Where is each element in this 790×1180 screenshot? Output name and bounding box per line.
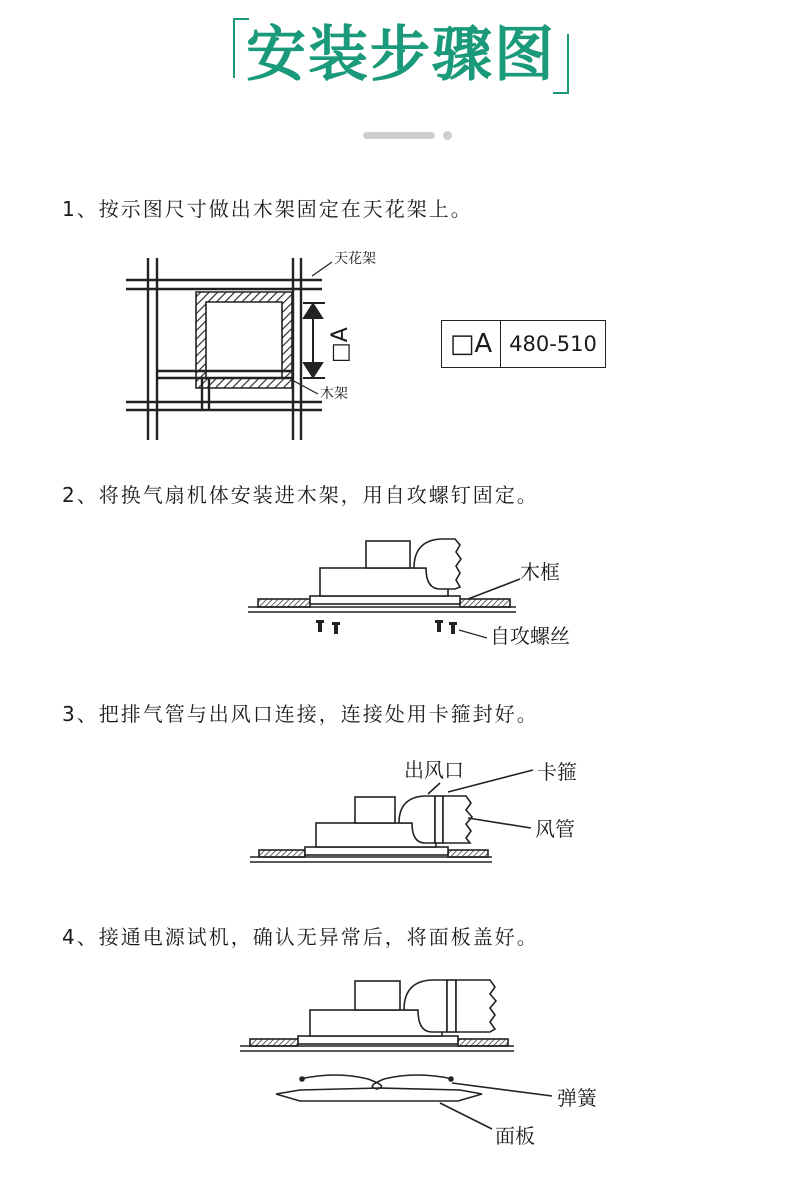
- step-4-text: 4、接通电源试机，确认无异常后，将面板盖好。: [62, 925, 539, 949]
- step-2-text: 2、将换气扇机体安装进木架，用自攻螺钉固定。: [62, 483, 539, 507]
- step-1-text: 1、按示图尺寸做出木架固定在天花架上。: [62, 197, 473, 221]
- step-3-text: 3、把排气管与出风口连接，连接处用卡箍封好。: [62, 702, 539, 726]
- screw-label: 自攻螺丝: [490, 624, 570, 648]
- clamp-label: 卡箍: [537, 760, 577, 784]
- frame-label: 木框: [520, 560, 560, 584]
- panel-label: 面板: [495, 1124, 535, 1148]
- page-title: 安装步骤图: [246, 20, 556, 90]
- ceiling-label: 天花架: [334, 251, 376, 267]
- dimension-value: 480-510: [509, 332, 597, 356]
- dimension-mark: □A: [328, 327, 353, 363]
- dimension-key: □A: [442, 321, 501, 367]
- duct-label: 风管: [535, 817, 575, 841]
- outlet-label: 出风口: [404, 758, 464, 782]
- wood-frame-label: 木架: [320, 386, 348, 402]
- spring-label: 弹簧: [557, 1086, 597, 1110]
